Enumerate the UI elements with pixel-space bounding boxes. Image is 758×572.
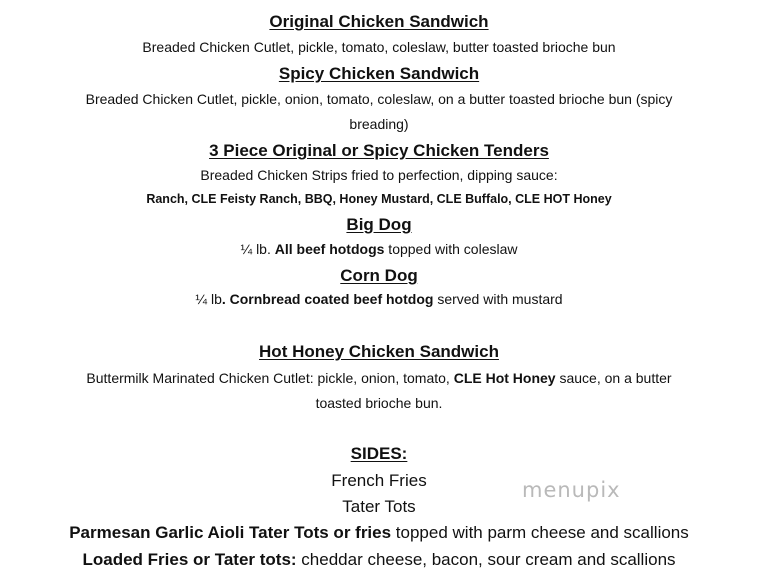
item-desc-hot-honey-line1 [0, 371, 758, 385]
item-desc-corn-dog [0, 292, 758, 306]
side-tater-tots: Tater Tots [342, 497, 416, 516]
item-desc-big-dog [0, 242, 758, 256]
big-dog-highlight: All beef hotdogs [274, 241, 385, 257]
item-title-original-chicken-sandwich: Original Chicken Sandwich [269, 12, 489, 31]
corn-dog-highlight: . Cornbread coated beef hotdog [221, 291, 434, 307]
loaded-highlight: Loaded Fries or Tater tots: [82, 550, 297, 569]
parmesan-highlight: Parmesan Garlic Aioli Tater Tots or fries [69, 523, 392, 542]
hot-honey-desc-end: sauce, on a butter [555, 370, 672, 386]
item-sauces-chicken-tenders: Ranch, CLE Feisty Ranch, BBQ, Honey Mustard, CLE Buffalo, CLE HOT Honey [146, 192, 612, 206]
loaded-rest: cheddar cheese, bacon, sour cream and scallions [296, 550, 676, 569]
hot-honey-highlight: CLE Hot Honey [453, 370, 556, 386]
item-desc-spicy-chicken-sandwich-line1: Breaded Chicken Cutlet, pickle, onion, tomato, coleslaw, on a butter toasted brioche bun (spicy [85, 91, 673, 107]
parmesan-rest: topped with parm cheese and scallions [391, 523, 689, 542]
item-title-corn-dog: Corn Dog [340, 266, 418, 285]
corn-dog-rest: served with mustard [433, 291, 563, 307]
side-loaded-fries [0, 551, 758, 568]
item-desc-spicy-chicken-sandwich-line2: breading) [349, 116, 409, 132]
item-desc-chicken-tenders: Breaded Chicken Strips fried to perfection, dipping sauce: [200, 167, 558, 183]
item-desc-original-chicken-sandwich: Breaded Chicken Cutlet, pickle, tomato, coleslaw, butter toasted brioche bun [142, 39, 616, 55]
big-dog-weight: ¼ lb. [240, 241, 275, 257]
side-parmesan-garlic [0, 524, 758, 541]
item-title-hot-honey-chicken-sandwich: Hot Honey Chicken Sandwich [259, 342, 499, 361]
item-desc-hot-honey-line2: toasted brioche bun. [315, 395, 443, 411]
item-title-chicken-tenders: 3 Piece Original or Spicy Chicken Tenders [209, 141, 549, 160]
big-dog-rest: topped with coleslaw [384, 241, 518, 257]
sides-heading: SIDES: [350, 444, 408, 463]
side-french-fries: French Fries [331, 471, 427, 490]
item-title-spicy-chicken-sandwich: Spicy Chicken Sandwich [278, 64, 480, 83]
item-title-big-dog: Big Dog [346, 215, 412, 234]
hot-honey-desc-start: Buttermilk Marinated Chicken Cutlet: pickle, onion, tomato, [86, 370, 454, 386]
menupix-watermark: menupix [522, 478, 621, 502]
corn-dog-weight: ¼ lb [195, 291, 222, 307]
